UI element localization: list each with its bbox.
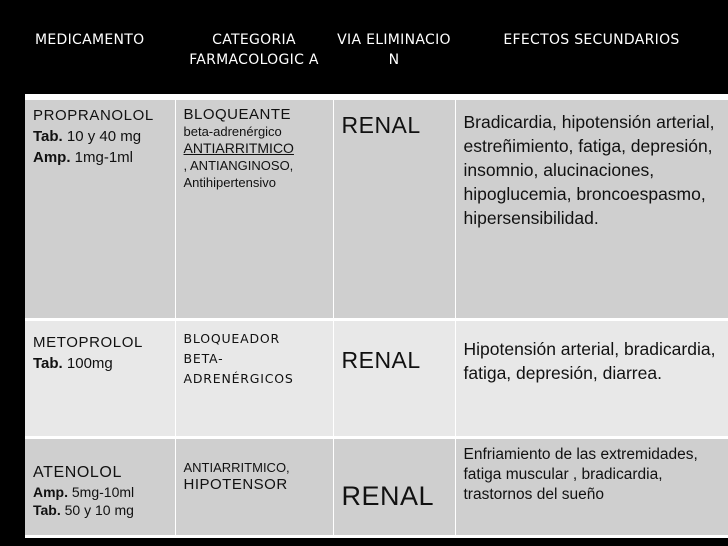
drug-name: METOPROLOL	[33, 334, 143, 351]
via-value: RENAL	[341, 112, 421, 138]
category-line: , ANTIANGINOSO,	[183, 158, 294, 173]
category-line: ANTIARRITMICO,	[183, 460, 290, 475]
category-line: ADRENÉRGICOS	[183, 371, 294, 386]
header-categoria: CATEGORIA FARMACOLOGIC A	[175, 20, 333, 97]
category-line: beta-adrenérgico	[183, 124, 282, 139]
medicamento-cell	[25, 320, 175, 438]
dose-line	[33, 126, 171, 147]
dose-label: Amp.	[33, 484, 68, 500]
category-line: BETA-	[183, 351, 224, 366]
dose-value: 10 y 40 mg	[62, 128, 142, 145]
categoria-cell	[175, 320, 333, 438]
via-cell	[333, 438, 455, 537]
efectos-cell	[455, 438, 728, 537]
drug-name: PROPRANOLOL	[33, 107, 154, 124]
effects-text: Hipotensión arterial, bradicardia, fatiga, depresión, diarrea.	[463, 339, 716, 383]
drug-table	[25, 20, 728, 538]
header-medicamento: MEDICAMENTO	[25, 20, 175, 97]
effects-text: Enfriamiento de las extremidades, fatiga muscular , bradicardia, trastornos del sueño	[463, 446, 698, 503]
dose-label: Tab.	[33, 502, 61, 518]
dose-value: 1mg-1ml	[70, 149, 134, 166]
via-cell	[333, 320, 455, 438]
drug-name: ATENOLOL	[33, 464, 122, 481]
category-line: BLOQUEANTE	[183, 106, 292, 123]
dose-label: Tab.	[33, 355, 63, 372]
dose-value: 5mg-10ml	[68, 484, 135, 500]
medicamento-cell	[25, 97, 175, 320]
efectos-cell	[455, 97, 728, 320]
category-line: Antihipertensivo	[183, 175, 276, 190]
dose-line	[33, 483, 171, 501]
dose-line	[33, 501, 171, 519]
dose-value: 100mg	[62, 355, 113, 372]
categoria-cell	[175, 438, 333, 537]
table-row	[25, 97, 728, 320]
table-row	[25, 320, 728, 438]
categoria-cell	[175, 97, 333, 320]
category-line: HIPOTENSOR	[183, 476, 288, 493]
header-row	[25, 20, 728, 97]
dose-label: Tab.	[33, 128, 63, 145]
dose-line	[33, 147, 171, 168]
medicamento-cell	[25, 438, 175, 537]
via-value: RENAL	[341, 481, 435, 511]
dose-line	[33, 353, 171, 374]
header-via: VIA ELIMINACIO N	[333, 20, 455, 97]
via-cell	[333, 97, 455, 320]
via-value: RENAL	[341, 347, 421, 373]
efectos-cell	[455, 320, 728, 438]
effects-text: Bradicardia, hipotensión arterial, estreñimiento, fatiga, depresión, insomnio, alucinaciones, hipoglucemia, broncoespasmo, hipersensibilidad.	[463, 112, 715, 228]
header-efectos: EFECTOS SECUNDARIOS	[455, 20, 728, 97]
dose-value: 50 y 10 mg	[60, 502, 134, 518]
table-row	[25, 438, 728, 537]
dose-label: Amp.	[33, 149, 71, 166]
category-line: BLOQUEADOR	[183, 331, 281, 346]
category-line: ANTIARRITMICO	[183, 140, 294, 156]
